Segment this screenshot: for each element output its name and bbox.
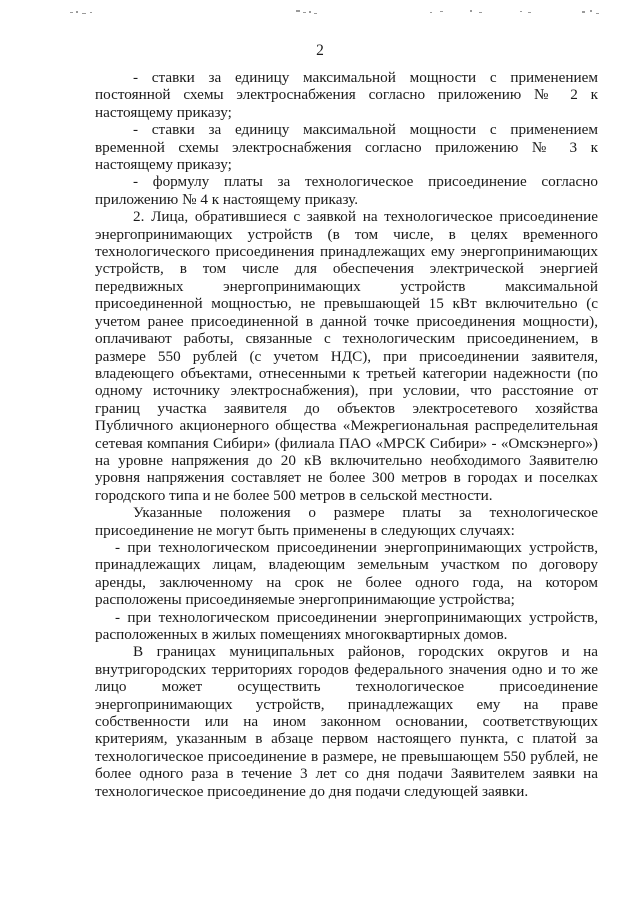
document-body: [95, 69, 598, 800]
list-item-exception-lease: - при технологическом присоединении энергопринимающих устройств, принадлежащих лицам, владеющим земельным участком по договору аренды, заключенному на срок не более одного года, на котором расположены присоединяемые энергопринимающие устройства;: [95, 538, 598, 609]
list-item-tariff-temporary: - ставки за единицу максимальной мощности с применением временной схемы электроснабжения согласно приложению № 3 к настоящему приказу;: [95, 121, 598, 174]
paragraph-clause-2: 2. Лица, обратившиеся с заявкой на технологическое присоединение энергопринимающих устройств (в том числе, в целях временного технологического присоединения принадлежащих ему энергопринимающих устройств, в том числе для обеспечения электрической энергией передвижных энергопринимающих устройств максимальной присоединенной мощностью, не превышающей 15 кВт включительно (с учетом ранее присоединенной в данной точке присоединения мощности), оплачивают работы, связанные с технологическим присоединением, в размере 550 рублей (с учетом НДС), при присоединении заявителя, владеющего объектами, отнесенными к третьей категории надежности (по одному источнику электроснабжения), при условии, что расстояние от границ участка заявителя до объектов электросетевого хозяйства Публичного акционерного общества «Межрегиональная распределительная сетевая компания Сибири» (филиала ПАО «МРСК Сибири» - «Омскэнерго») на уровне напряжения до 20 кВ включительно необходимого Заявителю уровня напряжения составляет не более 300 метров в городах и поселках городского типа и не более 500 метров в сельской местности.: [95, 208, 598, 504]
page-number: 2: [316, 42, 324, 59]
paragraph-once-per-3-years: В границах муниципальных районов, городских округов и на внутригородских территориях городов федерального значения одно и то же лицо может осуществить технологическое присоединение энергопринимающих устройств, принадлежащих ему на праве собственности или на ином законном основании, соответствующих критериям, указанным в абзаце первом настоящего пункта, с платой за технологическое присоединение в размере, не превышающем 550 рублей, не более одного раза в течение 3 лет со дня подачи Заявителем заявки на технологическое присоединение до дня подачи следующей заявки.: [95, 643, 598, 800]
scan-artifacts: [0, 6, 640, 26]
paragraph-exceptions-intro: Указанные положения о размере платы за технологическое присоединение не могут быть применены в следующих случаях:: [95, 504, 598, 539]
list-item-tariff-permanent: - ставки за единицу максимальной мощности с применением постоянной схемы электроснабжения согласно приложению № 2 к настоящему приказу;: [95, 69, 598, 121]
list-item-exception-apartments: - при технологическом присоединении энергопринимающих устройств, расположенных в жилых помещениях многоквартирных домов.: [95, 608, 598, 643]
list-item-fee-formula: - формулу платы за технологическое присоединение согласно приложению № 4 к настоящему приказу.: [95, 173, 598, 208]
